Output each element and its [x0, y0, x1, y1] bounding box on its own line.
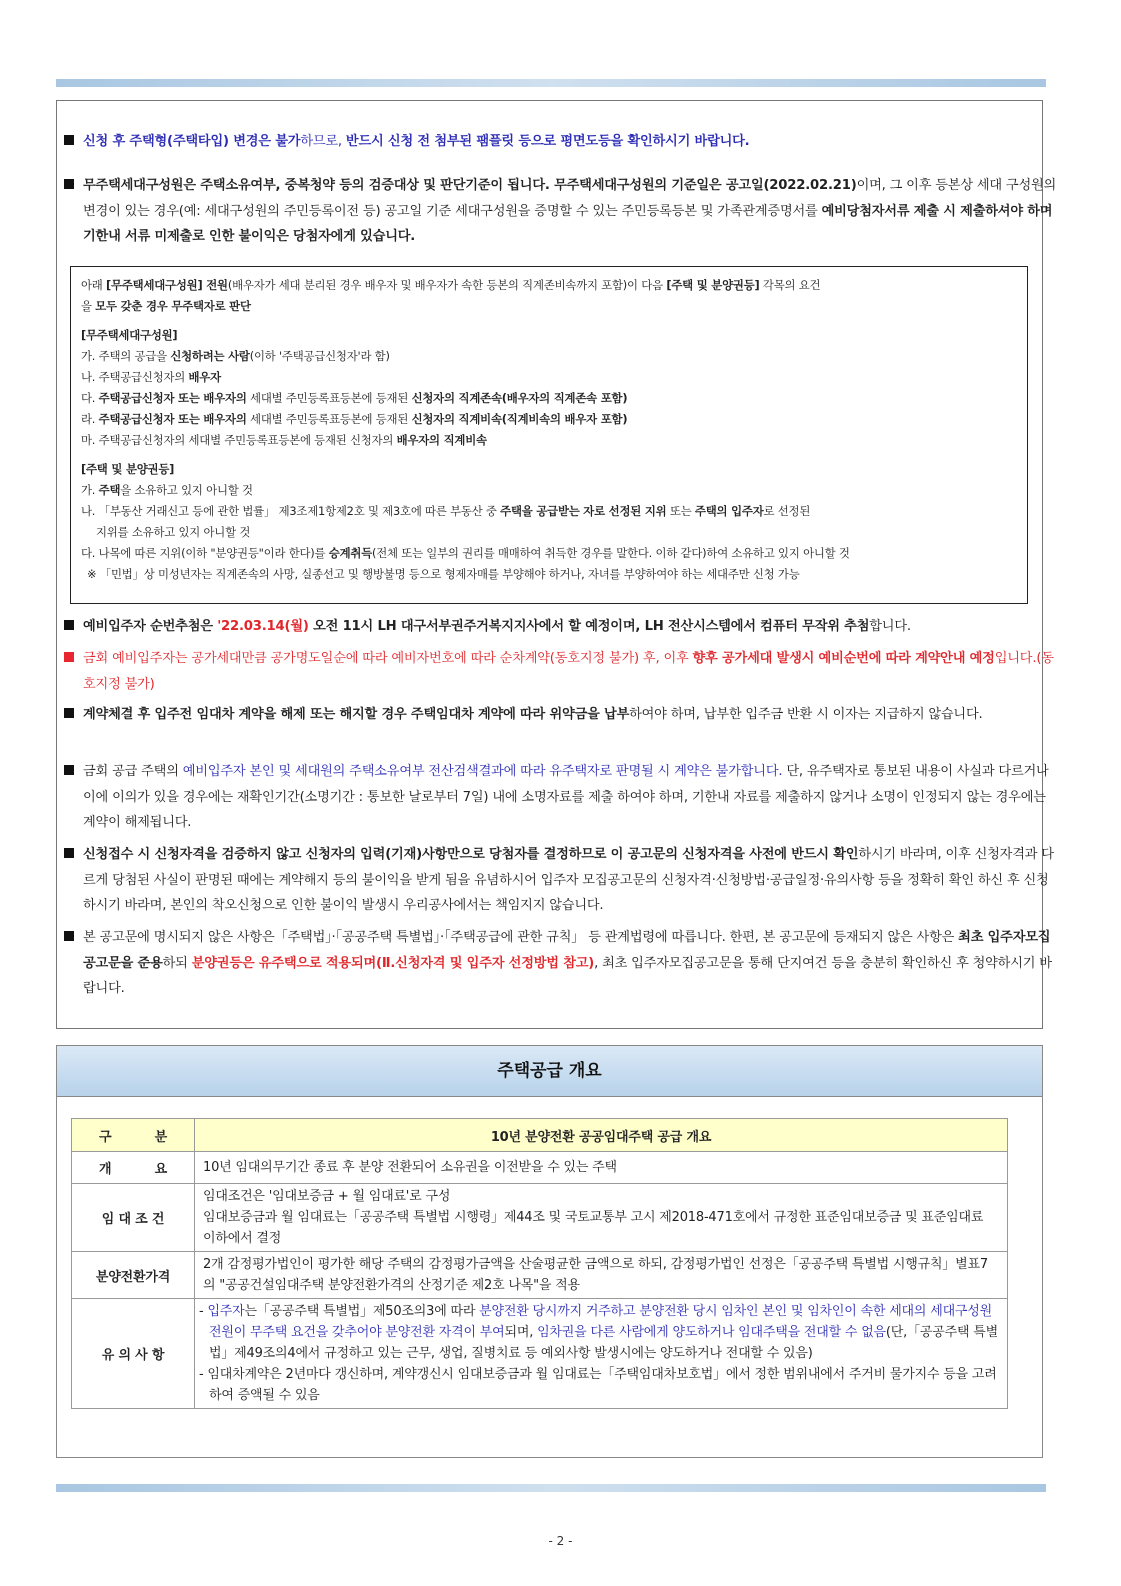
notice-item-1: 신청 후 주택형(주택타입) 변경은 불가하므로, 반드시 신청 전 첨부된 팸플릿 등으로 평면도등을 확인하시기 바랍니다. [64, 129, 1057, 155]
table-row: 개 요 10년 임대의무기간 종료 후 분양 전환되어 소유권을 이전받을 수 있는 주택 [72, 1152, 1008, 1184]
notice-item-4: 금회 예비입주자는 공가세대만큼 공가명도일순에 따라 예비자번호에 따라 순차계약(동호지정 불가) 후, 이후 향후 공가세대 발생시 예비순번에 따라 계약안내 예정입니다.(동호지정 불가) [64, 646, 1057, 697]
table-header-key: 구 분 [72, 1119, 195, 1152]
bullet-square-icon [64, 135, 74, 145]
supply-overview-table [71, 1118, 1008, 1409]
note-text: ※ 「민법」상 미성년자는 직계존속의 사망, 실종선고 및 행방불명 등으로 형제자매를 부양해야 하거나, 자녀를 부양하여야 하는 세대주만 신청 가능 [87, 567, 800, 581]
table-row: 분양전환가격 2개 감정평가법인이 평가한 해당 주택의 감정평가금액을 산술평균한 금액으로 하되, 감정평가법인 선정은「공공주택 특별법 시행규칙」별표7의 "공공건설임대주택 분양전환가격의 산정기준 제2호 나목"을 적용 [72, 1252, 1008, 1299]
table-header-value: 10년 분양전환 공공임대주택 공급 개요 [195, 1119, 1008, 1152]
bullet-square-icon [64, 620, 74, 630]
table-row: 유 의 사 항 - 입주자는「공공주택 특별법」제50조의3에 따라 분양전환 당시까지 거주하고 분양전환 당시 임차인 본인 및 임차인이 속한 세대의 세대구성원 전원이 무주택 요건을 갖추어야 분양전환 자격이 부여되며, 임차권을 다른 사람에게 양도하거나 임대주택을 전대할 수 없음(단,「공공주택 특별법」제49조의4에서 규정하고 있는 근무, 생업, 질병치료 등 예외사항 발생시에는 양도하거나 전대할 수 있음) - 임대차계약은 2년마다 갱신하며, 계약갱신시 임대보증금과 월 임대료는「주택임대차보호법」에서 정한 범위내에서 주거비 물가지수 등을 고려하여 증액될 수 있음 [72, 1299, 1008, 1409]
notice-item-8: 본 공고문에 명시되지 않은 사항은「주택법」·「공공주택 특별법」·「주택공급에 관한 규칙」 등 관계법령에 따릅니다. 한편, 본 공고문에 등재되지 않은 사항은 최초 입주자모집공고문을 준용하되 분양권등은 유주택으로 적용되며(Ⅱ.신청자격 및 입주자 선정방법 참고), 최초 입주자모집공고문을 통해 단지여건 등을 충분히 확인하신 후 청약하시기 바랍니다. [64, 925, 1057, 1002]
notice-item-6: 금회 공급 주택의 예비입주자 본인 및 세대원의 주택소유여부 전산검색결과에 따라 유주택자로 판명될 시 계약은 불가합니다. 단, 유주택자로 통보된 내용이 사실과 다르거나 이에 이의가 있을 경우에는 재확인기간(소명기간 : 통보한 날로부터 7일) 내에 소명자료를 제출 하여야 하며, 기한내 자료를 제출하지 않거나 소명이 인정되지 않는 경우에는 계약이 해제됩니다. [64, 759, 1057, 836]
notice-item-5: 계약체결 후 입주전 임대차 계약을 해제 또는 해지할 경우 주택임대차 계약에 따라 위약금을 납부하여야 하며, 납부한 입주금 반환 시 이자는 지급하지 않습니다. [64, 702, 1057, 728]
notice-item-2: 무주택세대구성원은 주택소유여부, 중복청약 등의 검증대상 및 판단기준이 됩니다. 무주택세대구성원의 기준일은 공고일(2022.02.21)이며, 그 이후 등본상 세대 구성원의 변경이 있는 경우(예: 세대구성원의 주민등록이전 등) 공고일 기준 세대구성원을 증명할 수 있는 주민등록등본 및 가족관계증명서를 예비당첨자서류 제출 시 제출하셔야 하며 기한내 서류 미제출로 인한 불이익은 당첨자에게 있습니다. [64, 173, 1057, 250]
top-decorative-bar [56, 79, 1046, 87]
homeless-criteria-box: 아래 [무주택세대구성원] 전원(배우자가 세대 분리된 경우 배우자 및 배우자가 속한 등본의 직계존비속까지 포함)이 다음 [주택 및 분양권등] 각목의 요건 을 모두 갖춘 경우 무주택자로 판단 [무주택세대구성원] 가. 주택의 공급을 신청하려는 사람(이하 '주택공급신청자'라 함) 나. 주택공급신청자의 배우자 다. 주택공급신청자 또는 배우자의 세대별 주민등록표등본에 등재된 신청자의 직계존속(배우자의 직계존속 포함) 라. 주택공급신청자 또는 배우자의 세대별 주민등록표등본에 등재된 신청자의 직계비속(직계비속의 배우자 포함) 마. 주택공급신청자의 세대별 주민등록표등본에 등재된 신청자의 배우자의 직계비속 [주택 및 분양권등] 가. 주택을 소유하고 있지 아니할 것 나. 「부동산 거래신고 등에 관한 법률」 제3조제1항제2호 및 제3호에 따른 부동산 중 주택을 공급받는 자로 선정된 지위 또는 주택의 입주자로 선정된 지위를 소유하고 있지 아니할 것 다. 나목에 따른 지위(이하 "분양권등"이라 한다)를 승계취득(전체 또는 일부의 권리를 매매하여 취득한 경우를 말한다. 이하 같다)하여 소유하고 있지 아니할 것 ※ 「민법」상 미성년자는 직계존속의 사망, 실종선고 및 행방불명 등으로 형제자매를 부양해야 하거나, 자녀를 부양하여야 하는 세대주만 신청 가능 [70, 266, 1028, 604]
bullet-square-icon [64, 848, 74, 858]
bullet-square-icon [64, 765, 74, 775]
section-title: 주택공급 개요 [56, 1045, 1043, 1097]
notice-item-3: 예비입주자 순번추첨은 '22.03.14(월) 오전 11시 LH 대구서부권주거복지지사에서 할 예정이며, LH 전산시스템에서 컴퓨터 무작위 추첨합니다. [64, 614, 1057, 640]
bullet-square-icon [64, 179, 74, 189]
criteria-heading-household: [무주택세대구성원] [81, 328, 178, 342]
bullet-square-icon [64, 652, 74, 662]
criteria-heading-housing: [주택 및 분양권등] [81, 462, 175, 476]
table-header-row [72, 1119, 1008, 1152]
bullet-square-icon [64, 708, 74, 718]
notice-item-7: 신청접수 시 신청자격을 검증하지 않고 신청자의 입력(기재)사항만으로 당첨자를 결정하므로 이 공고문의 신청자격을 사전에 반드시 확인하시기 바라며, 이후 신청자격과 다르게 당첨된 사실이 판명된 때에는 계약해지 등의 불이익을 받게 됨을 유념하시어 입주자 모집공고문의 신청자격·신청방법·공급일정·유의사항 등을 정확히 확인 하신 후 신청하시기 바라며, 본인의 착오신청으로 인한 불이익 발생시 우리공사에서는 책임지지 않습니다. [64, 842, 1057, 919]
bullet-square-icon [64, 931, 74, 941]
page-number: - 2 - [548, 1534, 573, 1548]
bottom-decorative-bar [56, 1484, 1046, 1492]
table-row: 임 대 조 건 임대조건은 '임대보증금 + 월 임대료'로 구성 임대보증금과 월 임대료는「공공주택 특별법 시행령」제44조 및 국토교통부 고시 제2018-471호에서 규정한 표준임대보증금 및 표준임대료 이하에서 결정 [72, 1184, 1008, 1252]
